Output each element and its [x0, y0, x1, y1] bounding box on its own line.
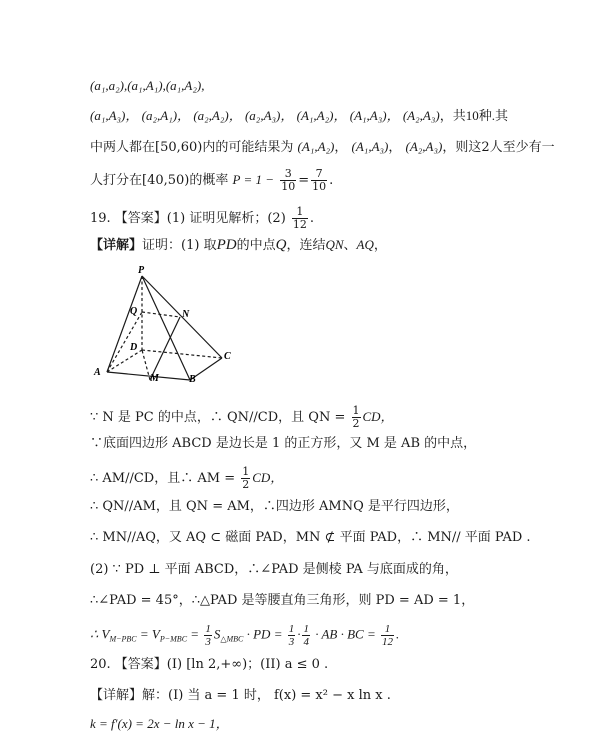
pair: (A₁,A₃) — [351, 139, 389, 154]
text: = V — [136, 626, 160, 642]
fraction: $\frac{1}{12}$ — [292, 205, 307, 231]
subscript: P−MBC — [159, 634, 188, 644]
text: ∵ N 是 PC 的中点，∴ QN//CD，且 QN = — [90, 410, 346, 425]
text: ∴ AM//CD，且∴ AM = — [90, 471, 236, 486]
fraction: $\frac{1}{2}$ — [352, 404, 360, 430]
text: CD， — [252, 470, 284, 485]
subscript: M−PBC — [109, 634, 137, 644]
pair: (A₂,A₃) — [402, 108, 440, 123]
math: PD — [216, 237, 237, 253]
fraction: $\frac{1}{12}$ — [382, 623, 393, 648]
pair: (a₁,A₃) — [90, 108, 126, 123]
pair: (a₂,A₁) — [141, 108, 178, 123]
text: · AB · BC = — [315, 626, 376, 642]
step-1 — [90, 405, 394, 430]
text: . — [396, 626, 400, 642]
interval: [40,50) — [142, 173, 190, 188]
text: S — [213, 626, 221, 642]
pair: (A₁,A₂) — [297, 139, 335, 154]
label-B: B — [189, 374, 196, 385]
fraction: $\frac{3}{10}$ — [281, 167, 296, 193]
label-D: D — [130, 342, 138, 353]
pair: (A₁,A₃) — [349, 108, 387, 123]
math: Q — [275, 237, 287, 253]
fraction: $\frac{7}{10}$ — [312, 167, 327, 193]
text: ，则这2人至少有一 — [442, 140, 555, 155]
prob-eq: P = 1 − — [232, 172, 275, 187]
q19-detail — [90, 237, 387, 254]
text: 人打分在 — [90, 173, 143, 188]
pair: (a₂,A₃) — [244, 108, 281, 123]
q20-detail: 【详解】解：(I) 当 a = 1 时， f(x) = x² − x ln x . — [90, 688, 391, 703]
text: 的概率 — [189, 173, 229, 188]
q19-answer: 19. 【答案】(1) 证明见解析；(2) $\frac{1}{12}$ . — [90, 205, 315, 231]
text: · — [297, 626, 301, 642]
step-5: ∴ MN//AQ，又 AQ ⊂ 磁面 PAD，MN ⊄ 平面 PAD，∴ MN// 平面 PAD . — [90, 530, 531, 545]
text: ，连结 — [286, 238, 326, 253]
text: 、 — [343, 238, 357, 253]
label-M: M — [150, 373, 159, 384]
step-6: (2) ∵ PD ⊥ 平面 ABCD，∴∠PAD 是侧棱 PA 与底面成的角， — [90, 562, 458, 577]
pair: (a₂,A₂) — [193, 108, 229, 123]
label-Q: Q — [130, 306, 138, 317]
label-P: P — [138, 265, 145, 276]
step-9: k = f′(x) = 2x − ln x − 1， — [90, 716, 229, 731]
fraction: $\frac{1}{4}$ — [303, 623, 309, 648]
text: 中两人都在 — [90, 140, 156, 155]
subscript: △MBC — [220, 634, 244, 644]
text: 证明：(1) 取 — [142, 238, 217, 253]
step-8-volume — [90, 623, 399, 648]
interval: [50,60) — [155, 140, 203, 155]
label-N: N — [182, 309, 190, 320]
step-4: ∴ QN//AM，且 QN = AM，∴四边形 AMNQ 是平行四边形， — [90, 499, 459, 514]
line-probability: 人打分在[40,50)的概率 P = 1 − $\frac{3}{10}$ = $\frac{7}{10}$ . — [90, 167, 334, 193]
text: ∴ V — [90, 626, 110, 642]
text: · PD = — [246, 626, 283, 642]
label-A: A — [94, 367, 101, 378]
pair: (A₂,A₃) — [405, 139, 443, 154]
pair-count: ，共10种.其 — [439, 108, 508, 123]
math: QN — [325, 237, 344, 252]
fraction: $\frac{1}{2}$ — [242, 465, 250, 491]
step-7: ∴∠PAD = 45°，∴△PAD 是等腰直角三角形，则 PD = AD = 1， — [90, 593, 475, 608]
line-pairs-1: (a₁,a₂),(a₁,A₁),(a₁,A₂), — [90, 78, 205, 93]
text: = — [187, 626, 200, 642]
text: 内的可能结果为 — [202, 140, 294, 155]
q20-answer: 20. 【答案】(I) [ln 2,+∞)；(II) a ≤ 0 . — [90, 657, 329, 672]
pyramid-figure — [92, 262, 242, 388]
detail-tag: 【详解】 — [90, 238, 143, 253]
fraction: $\frac{1}{3}$ — [205, 623, 211, 648]
fraction: $\frac{1}{3}$ — [288, 623, 295, 648]
q19-head: 19. 【答案】(1) 证明见解析；(2) — [90, 211, 286, 226]
step-3 — [90, 466, 283, 491]
label-C: C — [224, 351, 231, 362]
step-2: ∵底面四边形 ABCD 是边长是 1 的正方形，又 M 是 AB 的中点， — [90, 436, 477, 451]
line-pairs-2: (a₁,A₃)， (a₂,A₁)， (a₂,A₂)， (a₂,A₃)， (A₁,A₂)， (A₁,A₃)， (A₂,A₃)，共10种.其 — [90, 108, 508, 123]
text: 的中点 — [236, 238, 276, 253]
text: CD， — [362, 409, 394, 424]
pair: (A₁,A₂) — [296, 108, 334, 123]
text: ， — [373, 238, 387, 253]
line-both-in-range: 中两人都在[50,60)内的可能结果为 (A₁,A₂)， (A₁,A₃)， (A₂,A₃)，则这2人至少有一 — [90, 139, 555, 155]
math: AQ — [356, 237, 374, 252]
